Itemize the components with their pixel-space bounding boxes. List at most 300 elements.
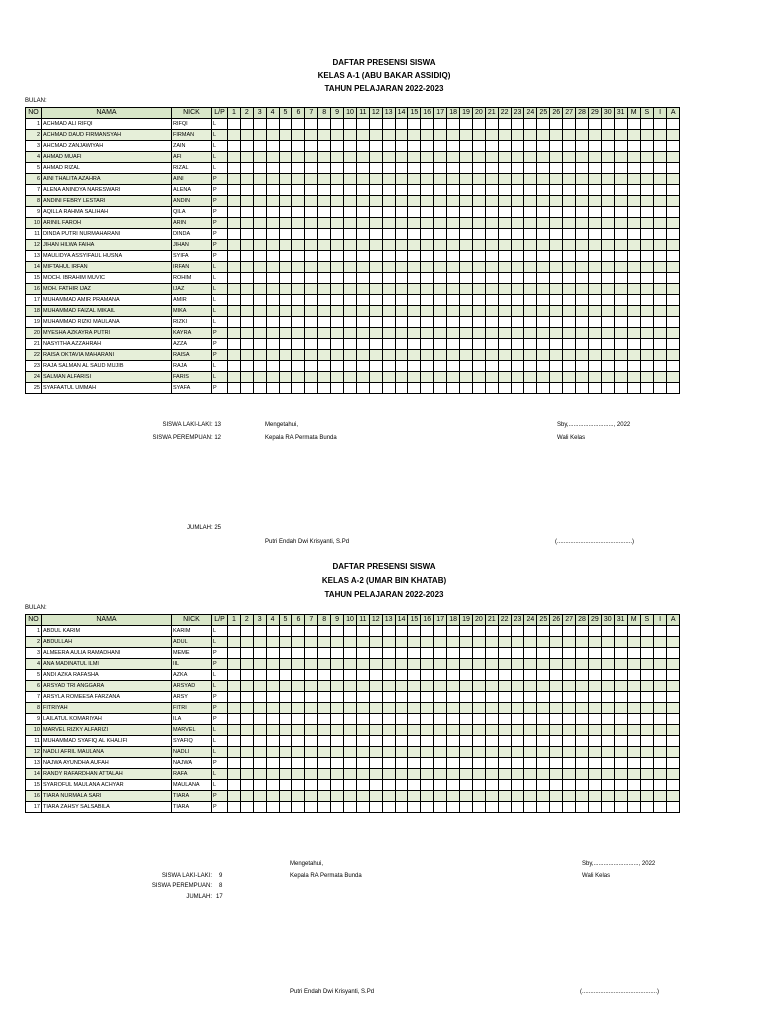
attendance-cell[interactable] [498, 383, 511, 394]
attendance-cell[interactable] [344, 692, 357, 703]
attendance-cell[interactable] [228, 350, 241, 361]
attendance-cell[interactable] [279, 350, 292, 361]
attendance-cell[interactable] [421, 769, 434, 780]
attendance-cell[interactable] [511, 758, 524, 769]
attendance-cell[interactable] [627, 758, 640, 769]
attendance-cell[interactable] [279, 736, 292, 747]
attendance-cell[interactable] [524, 769, 537, 780]
attendance-cell[interactable] [253, 119, 266, 130]
attendance-cell[interactable] [305, 659, 318, 670]
attendance-cell[interactable] [588, 670, 601, 681]
attendance-cell[interactable] [537, 747, 550, 758]
attendance-cell[interactable] [460, 218, 473, 229]
attendance-cell[interactable] [356, 670, 369, 681]
attendance-cell[interactable] [356, 769, 369, 780]
attendance-cell[interactable] [653, 273, 666, 284]
attendance-cell[interactable] [369, 163, 382, 174]
attendance-cell[interactable] [305, 758, 318, 769]
attendance-cell[interactable] [356, 791, 369, 802]
attendance-cell[interactable] [627, 284, 640, 295]
attendance-cell[interactable] [228, 747, 241, 758]
attendance-cell[interactable] [550, 626, 563, 637]
attendance-cell[interactable] [305, 637, 318, 648]
attendance-cell[interactable] [601, 372, 614, 383]
attendance-cell[interactable] [667, 383, 680, 394]
attendance-cell[interactable] [421, 372, 434, 383]
attendance-cell[interactable] [331, 802, 344, 813]
attendance-cell[interactable] [460, 174, 473, 185]
attendance-cell[interactable] [537, 736, 550, 747]
attendance-cell[interactable] [524, 350, 537, 361]
attendance-cell[interactable] [614, 769, 627, 780]
attendance-cell[interactable] [485, 670, 498, 681]
attendance-cell[interactable] [576, 361, 589, 372]
attendance-cell[interactable] [653, 284, 666, 295]
attendance-cell[interactable] [305, 152, 318, 163]
attendance-cell[interactable] [279, 780, 292, 791]
attendance-cell[interactable] [228, 725, 241, 736]
attendance-cell[interactable] [356, 284, 369, 295]
attendance-cell[interactable] [292, 185, 305, 196]
attendance-cell[interactable] [331, 725, 344, 736]
attendance-cell[interactable] [576, 262, 589, 273]
attendance-cell[interactable] [511, 196, 524, 207]
attendance-cell[interactable] [395, 240, 408, 251]
attendance-cell[interactable] [447, 648, 460, 659]
attendance-cell[interactable] [253, 317, 266, 328]
attendance-cell[interactable] [331, 141, 344, 152]
attendance-cell[interactable] [318, 791, 331, 802]
attendance-cell[interactable] [601, 163, 614, 174]
attendance-cell[interactable] [563, 659, 576, 670]
attendance-cell[interactable] [576, 295, 589, 306]
attendance-cell[interactable] [395, 648, 408, 659]
attendance-cell[interactable] [576, 130, 589, 141]
attendance-cell[interactable] [614, 119, 627, 130]
attendance-cell[interactable] [511, 240, 524, 251]
attendance-cell[interactable] [460, 207, 473, 218]
attendance-cell[interactable] [472, 163, 485, 174]
attendance-cell[interactable] [279, 383, 292, 394]
attendance-cell[interactable] [369, 218, 382, 229]
attendance-cell[interactable] [537, 119, 550, 130]
attendance-cell[interactable] [563, 648, 576, 659]
attendance-cell[interactable] [421, 295, 434, 306]
attendance-cell[interactable] [640, 769, 653, 780]
attendance-cell[interactable] [563, 372, 576, 383]
attendance-cell[interactable] [498, 747, 511, 758]
attendance-cell[interactable] [537, 659, 550, 670]
attendance-cell[interactable] [447, 383, 460, 394]
attendance-cell[interactable] [228, 317, 241, 328]
attendance-cell[interactable] [588, 769, 601, 780]
attendance-cell[interactable] [588, 163, 601, 174]
attendance-cell[interactable] [601, 207, 614, 218]
attendance-cell[interactable] [537, 251, 550, 262]
attendance-cell[interactable] [447, 240, 460, 251]
attendance-cell[interactable] [266, 670, 279, 681]
attendance-cell[interactable] [667, 284, 680, 295]
attendance-cell[interactable] [485, 284, 498, 295]
attendance-cell[interactable] [356, 119, 369, 130]
attendance-cell[interactable] [279, 130, 292, 141]
attendance-cell[interactable] [485, 196, 498, 207]
attendance-cell[interactable] [344, 339, 357, 350]
attendance-cell[interactable] [331, 328, 344, 339]
attendance-cell[interactable] [395, 130, 408, 141]
attendance-cell[interactable] [472, 317, 485, 328]
attendance-cell[interactable] [498, 361, 511, 372]
attendance-cell[interactable] [588, 714, 601, 725]
attendance-cell[interactable] [537, 703, 550, 714]
attendance-cell[interactable] [318, 240, 331, 251]
attendance-cell[interactable] [511, 791, 524, 802]
attendance-cell[interactable] [576, 637, 589, 648]
attendance-cell[interactable] [331, 284, 344, 295]
attendance-cell[interactable] [369, 681, 382, 692]
attendance-cell[interactable] [395, 670, 408, 681]
attendance-cell[interactable] [266, 648, 279, 659]
attendance-cell[interactable] [588, 780, 601, 791]
attendance-cell[interactable] [331, 361, 344, 372]
attendance-cell[interactable] [447, 229, 460, 240]
attendance-cell[interactable] [537, 240, 550, 251]
attendance-cell[interactable] [331, 626, 344, 637]
attendance-cell[interactable] [305, 648, 318, 659]
attendance-cell[interactable] [640, 383, 653, 394]
attendance-cell[interactable] [266, 725, 279, 736]
attendance-cell[interactable] [279, 372, 292, 383]
attendance-cell[interactable] [240, 747, 253, 758]
attendance-cell[interactable] [395, 196, 408, 207]
attendance-cell[interactable] [550, 659, 563, 670]
attendance-cell[interactable] [408, 769, 421, 780]
attendance-cell[interactable] [331, 196, 344, 207]
attendance-cell[interactable] [576, 328, 589, 339]
attendance-cell[interactable] [369, 791, 382, 802]
attendance-cell[interactable] [498, 185, 511, 196]
attendance-cell[interactable] [356, 339, 369, 350]
attendance-cell[interactable] [292, 736, 305, 747]
attendance-cell[interactable] [498, 251, 511, 262]
attendance-cell[interactable] [228, 383, 241, 394]
attendance-cell[interactable] [305, 207, 318, 218]
attendance-cell[interactable] [550, 692, 563, 703]
attendance-cell[interactable] [240, 703, 253, 714]
attendance-cell[interactable] [421, 196, 434, 207]
attendance-cell[interactable] [408, 736, 421, 747]
attendance-cell[interactable] [447, 306, 460, 317]
attendance-cell[interactable] [331, 251, 344, 262]
attendance-cell[interactable] [266, 659, 279, 670]
attendance-cell[interactable] [601, 725, 614, 736]
attendance-cell[interactable] [318, 306, 331, 317]
attendance-cell[interactable] [318, 383, 331, 394]
attendance-cell[interactable] [408, 361, 421, 372]
attendance-cell[interactable] [434, 141, 447, 152]
attendance-cell[interactable] [305, 802, 318, 813]
attendance-cell[interactable] [266, 758, 279, 769]
attendance-cell[interactable] [240, 339, 253, 350]
attendance-cell[interactable] [614, 648, 627, 659]
attendance-cell[interactable] [253, 780, 266, 791]
attendance-cell[interactable] [524, 791, 537, 802]
attendance-cell[interactable] [485, 714, 498, 725]
attendance-cell[interactable] [588, 328, 601, 339]
attendance-cell[interactable] [382, 218, 395, 229]
attendance-cell[interactable] [228, 780, 241, 791]
attendance-cell[interactable] [576, 791, 589, 802]
attendance-cell[interactable] [279, 692, 292, 703]
attendance-cell[interactable] [292, 141, 305, 152]
attendance-cell[interactable] [627, 681, 640, 692]
attendance-cell[interactable] [667, 130, 680, 141]
attendance-cell[interactable] [576, 802, 589, 813]
attendance-cell[interactable] [563, 361, 576, 372]
attendance-cell[interactable] [228, 692, 241, 703]
attendance-cell[interactable] [614, 207, 627, 218]
attendance-cell[interactable] [305, 791, 318, 802]
attendance-cell[interactable] [614, 174, 627, 185]
attendance-cell[interactable] [369, 659, 382, 670]
attendance-cell[interactable] [498, 372, 511, 383]
attendance-cell[interactable] [627, 637, 640, 648]
attendance-cell[interactable] [434, 218, 447, 229]
attendance-cell[interactable] [614, 350, 627, 361]
attendance-cell[interactable] [266, 295, 279, 306]
attendance-cell[interactable] [667, 780, 680, 791]
attendance-cell[interactable] [292, 692, 305, 703]
attendance-cell[interactable] [305, 769, 318, 780]
attendance-cell[interactable] [382, 273, 395, 284]
attendance-cell[interactable] [601, 637, 614, 648]
attendance-cell[interactable] [292, 130, 305, 141]
attendance-cell[interactable] [576, 185, 589, 196]
attendance-cell[interactable] [279, 229, 292, 240]
attendance-cell[interactable] [588, 339, 601, 350]
attendance-cell[interactable] [331, 383, 344, 394]
attendance-cell[interactable] [228, 703, 241, 714]
attendance-cell[interactable] [253, 251, 266, 262]
attendance-cell[interactable] [318, 802, 331, 813]
attendance-cell[interactable] [266, 317, 279, 328]
attendance-cell[interactable] [305, 229, 318, 240]
attendance-cell[interactable] [627, 119, 640, 130]
attendance-cell[interactable] [460, 637, 473, 648]
attendance-cell[interactable] [524, 626, 537, 637]
attendance-cell[interactable] [395, 262, 408, 273]
attendance-cell[interactable] [318, 703, 331, 714]
attendance-cell[interactable] [240, 714, 253, 725]
attendance-cell[interactable] [331, 119, 344, 130]
attendance-cell[interactable] [667, 317, 680, 328]
attendance-cell[interactable] [485, 185, 498, 196]
attendance-cell[interactable] [627, 207, 640, 218]
attendance-cell[interactable] [653, 152, 666, 163]
attendance-cell[interactable] [292, 273, 305, 284]
attendance-cell[interactable] [460, 758, 473, 769]
attendance-cell[interactable] [653, 361, 666, 372]
attendance-cell[interactable] [640, 791, 653, 802]
attendance-cell[interactable] [253, 240, 266, 251]
attendance-cell[interactable] [498, 317, 511, 328]
attendance-cell[interactable] [331, 174, 344, 185]
attendance-cell[interactable] [305, 670, 318, 681]
attendance-cell[interactable] [331, 637, 344, 648]
attendance-cell[interactable] [588, 725, 601, 736]
attendance-cell[interactable] [653, 659, 666, 670]
attendance-cell[interactable] [640, 736, 653, 747]
attendance-cell[interactable] [434, 802, 447, 813]
attendance-cell[interactable] [537, 229, 550, 240]
attendance-cell[interactable] [601, 284, 614, 295]
attendance-cell[interactable] [550, 758, 563, 769]
attendance-cell[interactable] [511, 670, 524, 681]
attendance-cell[interactable] [240, 328, 253, 339]
attendance-cell[interactable] [434, 196, 447, 207]
attendance-cell[interactable] [434, 681, 447, 692]
attendance-cell[interactable] [253, 736, 266, 747]
attendance-cell[interactable] [563, 383, 576, 394]
attendance-cell[interactable] [434, 725, 447, 736]
attendance-cell[interactable] [601, 703, 614, 714]
attendance-cell[interactable] [627, 383, 640, 394]
attendance-cell[interactable] [240, 207, 253, 218]
attendance-cell[interactable] [344, 317, 357, 328]
attendance-cell[interactable] [653, 317, 666, 328]
attendance-cell[interactable] [318, 262, 331, 273]
attendance-cell[interactable] [447, 802, 460, 813]
attendance-cell[interactable] [563, 791, 576, 802]
attendance-cell[interactable] [563, 163, 576, 174]
attendance-cell[interactable] [511, 350, 524, 361]
attendance-cell[interactable] [667, 648, 680, 659]
attendance-cell[interactable] [344, 273, 357, 284]
attendance-cell[interactable] [434, 361, 447, 372]
attendance-cell[interactable] [653, 306, 666, 317]
attendance-cell[interactable] [485, 141, 498, 152]
attendance-cell[interactable] [588, 207, 601, 218]
attendance-cell[interactable] [576, 372, 589, 383]
attendance-cell[interactable] [292, 163, 305, 174]
attendance-cell[interactable] [344, 780, 357, 791]
attendance-cell[interactable] [627, 229, 640, 240]
attendance-cell[interactable] [653, 328, 666, 339]
attendance-cell[interactable] [369, 769, 382, 780]
attendance-cell[interactable] [279, 791, 292, 802]
attendance-cell[interactable] [434, 295, 447, 306]
attendance-cell[interactable] [563, 196, 576, 207]
attendance-cell[interactable] [395, 273, 408, 284]
attendance-cell[interactable] [563, 251, 576, 262]
attendance-cell[interactable] [421, 383, 434, 394]
attendance-cell[interactable] [228, 130, 241, 141]
attendance-cell[interactable] [653, 758, 666, 769]
attendance-cell[interactable] [356, 295, 369, 306]
attendance-cell[interactable] [253, 670, 266, 681]
attendance-cell[interactable] [228, 306, 241, 317]
attendance-cell[interactable] [627, 780, 640, 791]
attendance-cell[interactable] [369, 130, 382, 141]
attendance-cell[interactable] [369, 714, 382, 725]
attendance-cell[interactable] [485, 659, 498, 670]
attendance-cell[interactable] [627, 218, 640, 229]
attendance-cell[interactable] [667, 141, 680, 152]
attendance-cell[interactable] [395, 119, 408, 130]
attendance-cell[interactable] [550, 262, 563, 273]
attendance-cell[interactable] [344, 681, 357, 692]
attendance-cell[interactable] [576, 626, 589, 637]
attendance-cell[interactable] [537, 791, 550, 802]
attendance-cell[interactable] [279, 284, 292, 295]
attendance-cell[interactable] [240, 130, 253, 141]
attendance-cell[interactable] [498, 284, 511, 295]
attendance-cell[interactable] [472, 681, 485, 692]
attendance-cell[interactable] [576, 703, 589, 714]
attendance-cell[interactable] [563, 229, 576, 240]
attendance-cell[interactable] [240, 361, 253, 372]
attendance-cell[interactable] [331, 295, 344, 306]
attendance-cell[interactable] [614, 725, 627, 736]
attendance-cell[interactable] [318, 317, 331, 328]
attendance-cell[interactable] [640, 637, 653, 648]
attendance-cell[interactable] [601, 802, 614, 813]
attendance-cell[interactable] [640, 626, 653, 637]
attendance-cell[interactable] [395, 295, 408, 306]
attendance-cell[interactable] [550, 317, 563, 328]
attendance-cell[interactable] [395, 218, 408, 229]
attendance-cell[interactable] [653, 207, 666, 218]
attendance-cell[interactable] [434, 339, 447, 350]
attendance-cell[interactable] [576, 152, 589, 163]
attendance-cell[interactable] [614, 229, 627, 240]
attendance-cell[interactable] [253, 350, 266, 361]
attendance-cell[interactable] [563, 328, 576, 339]
attendance-cell[interactable] [240, 141, 253, 152]
attendance-cell[interactable] [356, 273, 369, 284]
attendance-cell[interactable] [550, 637, 563, 648]
attendance-cell[interactable] [395, 317, 408, 328]
attendance-cell[interactable] [524, 670, 537, 681]
attendance-cell[interactable] [576, 229, 589, 240]
attendance-cell[interactable] [305, 747, 318, 758]
attendance-cell[interactable] [369, 780, 382, 791]
attendance-cell[interactable] [550, 361, 563, 372]
attendance-cell[interactable] [344, 626, 357, 637]
attendance-cell[interactable] [331, 273, 344, 284]
attendance-cell[interactable] [408, 339, 421, 350]
attendance-cell[interactable] [331, 130, 344, 141]
attendance-cell[interactable] [614, 670, 627, 681]
attendance-cell[interactable] [382, 736, 395, 747]
attendance-cell[interactable] [421, 747, 434, 758]
attendance-cell[interactable] [498, 240, 511, 251]
attendance-cell[interactable] [498, 141, 511, 152]
attendance-cell[interactable] [511, 780, 524, 791]
attendance-cell[interactable] [344, 218, 357, 229]
attendance-cell[interactable] [253, 372, 266, 383]
attendance-cell[interactable] [318, 372, 331, 383]
attendance-cell[interactable] [472, 339, 485, 350]
attendance-cell[interactable] [228, 361, 241, 372]
attendance-cell[interactable] [447, 251, 460, 262]
attendance-cell[interactable] [421, 626, 434, 637]
attendance-cell[interactable] [576, 758, 589, 769]
attendance-cell[interactable] [640, 185, 653, 196]
attendance-cell[interactable] [614, 295, 627, 306]
attendance-cell[interactable] [240, 383, 253, 394]
attendance-cell[interactable] [408, 251, 421, 262]
